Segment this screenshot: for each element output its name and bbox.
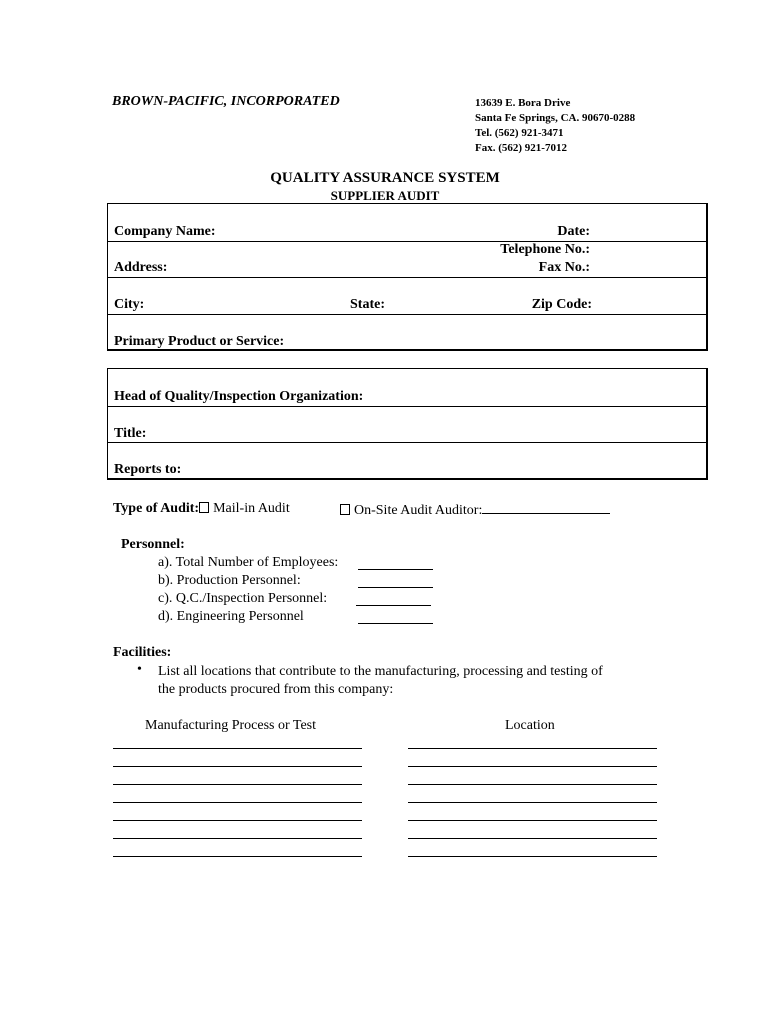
engineering-personnel-label: d). Engineering Personnel	[158, 609, 304, 624]
divider	[108, 406, 706, 407]
auditor-input[interactable]	[482, 501, 610, 514]
address-street: 13639 E. Bora Drive	[475, 97, 571, 109]
location-entry-line[interactable]	[408, 820, 657, 821]
qc-inspection-personnel-label: c). Q.C./Inspection Personnel:	[158, 591, 328, 606]
state-field[interactable]: State:	[350, 297, 385, 312]
location-entry-line[interactable]	[408, 784, 657, 785]
divider	[108, 277, 706, 278]
process-entry-line[interactable]	[113, 748, 362, 749]
divider	[108, 442, 706, 443]
primary-product-field[interactable]: Primary Product or Service:	[114, 334, 285, 349]
process-column-header: Manufacturing Process or Test	[145, 718, 317, 733]
telephone-field[interactable]: Telephone No.:	[500, 242, 590, 257]
divider	[108, 314, 706, 315]
company-info-box	[107, 203, 708, 351]
title-field[interactable]: Title:	[114, 426, 147, 441]
head-of-quality-field[interactable]: Head of Quality/Inspection Organization:	[114, 389, 364, 404]
company-name-heading: BROWN-PACIFIC, INCORPORATED	[112, 94, 340, 109]
type-of-audit-row	[113, 501, 290, 517]
process-entry-line[interactable]	[113, 802, 362, 803]
type-of-audit-label: Type of Audit:	[113, 501, 200, 516]
on-site-audit-row	[340, 501, 610, 519]
production-personnel-label: b). Production Personnel:	[158, 573, 301, 588]
qc-inspection-personnel-input[interactable]	[356, 605, 431, 606]
total-employees-label: a). Total Number of Employees:	[158, 555, 339, 570]
form-subtitle: SUPPLIER AUDIT	[330, 188, 440, 203]
location-column-header: Location	[505, 718, 555, 733]
location-entry-line[interactable]	[408, 748, 657, 749]
on-site-label: On-Site Audit Auditor:	[354, 503, 483, 518]
mail-in-label: Mail-in Audit	[213, 501, 290, 516]
address-city: Santa Fe Springs, CA. 90670-0288	[475, 112, 636, 124]
facilities-instruction-line2: the products procured from this company:	[158, 682, 394, 697]
facilities-heading: Facilities:	[113, 645, 172, 660]
mail-in-checkbox[interactable]	[199, 502, 209, 513]
address-field[interactable]: Address:	[114, 260, 168, 275]
fax-field[interactable]: Fax No.:	[538, 260, 590, 275]
location-entry-line[interactable]	[408, 802, 657, 803]
city-field[interactable]: City:	[114, 297, 145, 312]
divider	[108, 241, 706, 242]
on-site-checkbox[interactable]	[340, 504, 350, 515]
quality-org-box	[107, 368, 708, 480]
address-telephone: Tel. (562) 921-3471	[475, 127, 564, 139]
date-field[interactable]: Date:	[557, 224, 590, 239]
form-title: QUALITY ASSURANCE SYSTEM	[270, 170, 500, 186]
zip-code-field[interactable]: Zip Code:	[531, 297, 592, 312]
address-fax: Fax. (562) 921-7012	[475, 142, 567, 154]
location-entry-line[interactable]	[408, 838, 657, 839]
location-entry-line[interactable]	[408, 856, 657, 857]
bullet-icon: •	[137, 662, 142, 677]
process-entry-line[interactable]	[113, 766, 362, 767]
process-entry-line[interactable]	[113, 820, 362, 821]
personnel-heading: Personnel:	[121, 537, 185, 552]
facilities-instruction-line1: List all locations that contribute to the manufacturing, processing and testing of	[158, 664, 603, 679]
production-personnel-input[interactable]	[358, 587, 433, 588]
process-entry-line[interactable]	[113, 784, 362, 785]
process-entry-line[interactable]	[113, 838, 362, 839]
process-entry-line[interactable]	[113, 856, 362, 857]
location-entry-line[interactable]	[408, 766, 657, 767]
reports-to-field[interactable]: Reports to:	[114, 462, 182, 477]
engineering-personnel-input[interactable]	[358, 623, 433, 624]
total-employees-input[interactable]	[358, 569, 433, 570]
company-name-field[interactable]: Company Name:	[114, 224, 216, 239]
